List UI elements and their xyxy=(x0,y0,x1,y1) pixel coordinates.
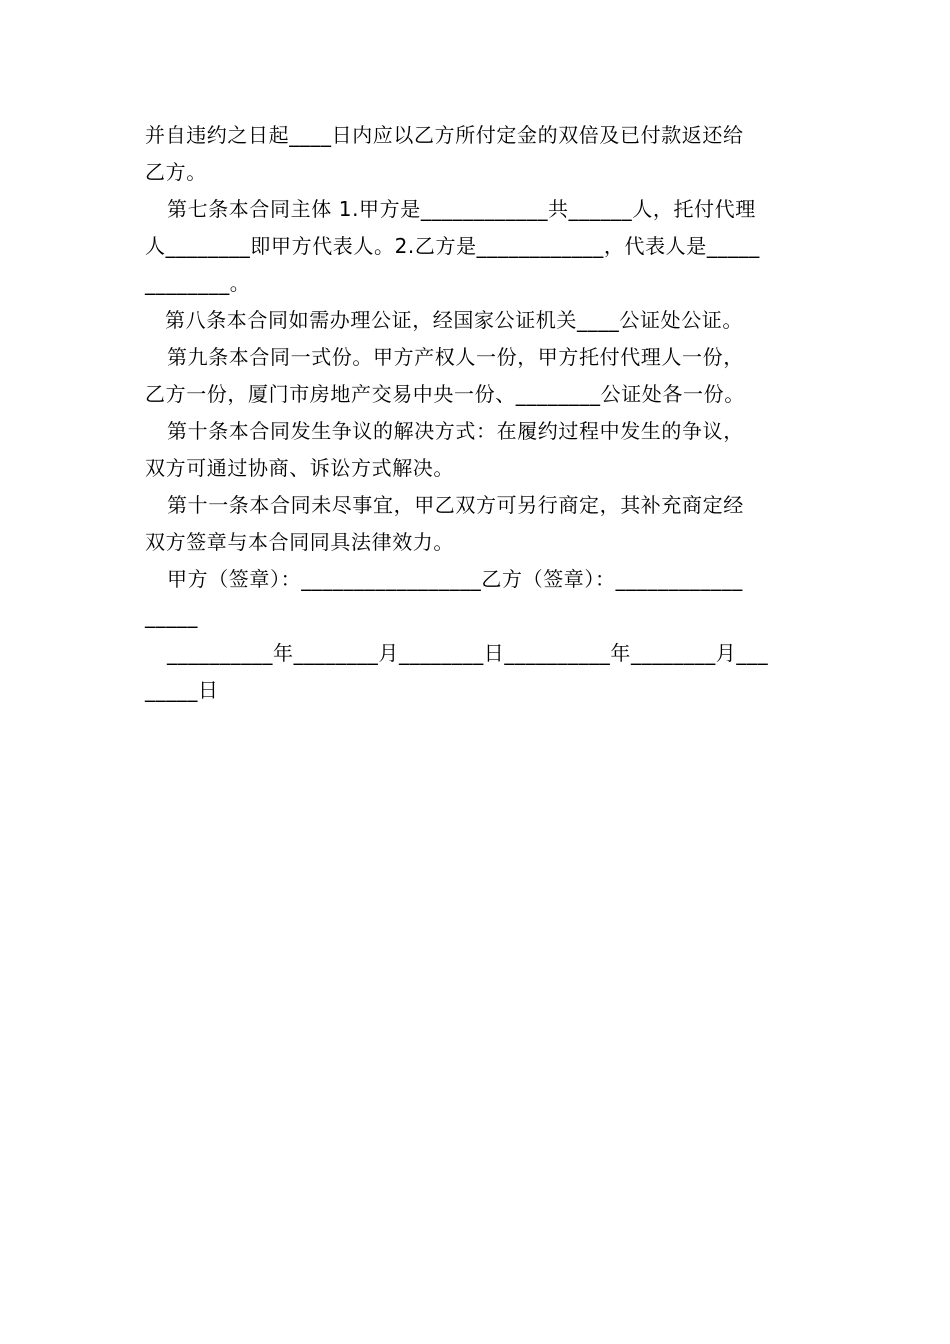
text-line: 双方签章与本合同同具法律效力。 xyxy=(145,530,454,554)
text-line: 并自违约之日起____日内应以乙方所付定金的双倍及已付款返还给 xyxy=(145,123,744,147)
text-line: _____日 xyxy=(145,678,219,702)
article-7: 第七条本合同主体 1.甲方是____________共______人，托付代理 xyxy=(167,197,756,221)
text-line: 人________即甲方代表人。2.乙方是____________，代表人是_____ xyxy=(145,234,760,258)
signature-line: 甲方（签章）：_________________乙方（签章）：____________ xyxy=(167,567,743,591)
article-9: 第九条本合同一式份。甲方产权人一份，甲方托付代理人一份， xyxy=(167,345,744,369)
article-11: 第十一条本合同未尽事宜，甲乙双方可另行商定，其补充商定经 xyxy=(167,493,744,517)
date-line: __________年________月________日__________年________月___ xyxy=(167,641,769,665)
text-line: 乙方一份，厦门市房地产交易中央一份、________公证处各一份。 xyxy=(145,382,745,406)
article-8: 第八条本合同如需办理公证，经国家公证机关____公证处公证。 xyxy=(165,308,743,332)
article-10: 第十条本合同发生争议的解决方式：在履约过程中发生的争议， xyxy=(167,419,744,443)
text-line: _____ xyxy=(145,604,198,628)
text-line: 双方可通过协商、诉讼方式解决。 xyxy=(145,456,454,480)
contract-text xyxy=(145,117,807,709)
text-line: 乙方。 xyxy=(145,160,207,184)
text-line: ________。 xyxy=(145,271,251,295)
